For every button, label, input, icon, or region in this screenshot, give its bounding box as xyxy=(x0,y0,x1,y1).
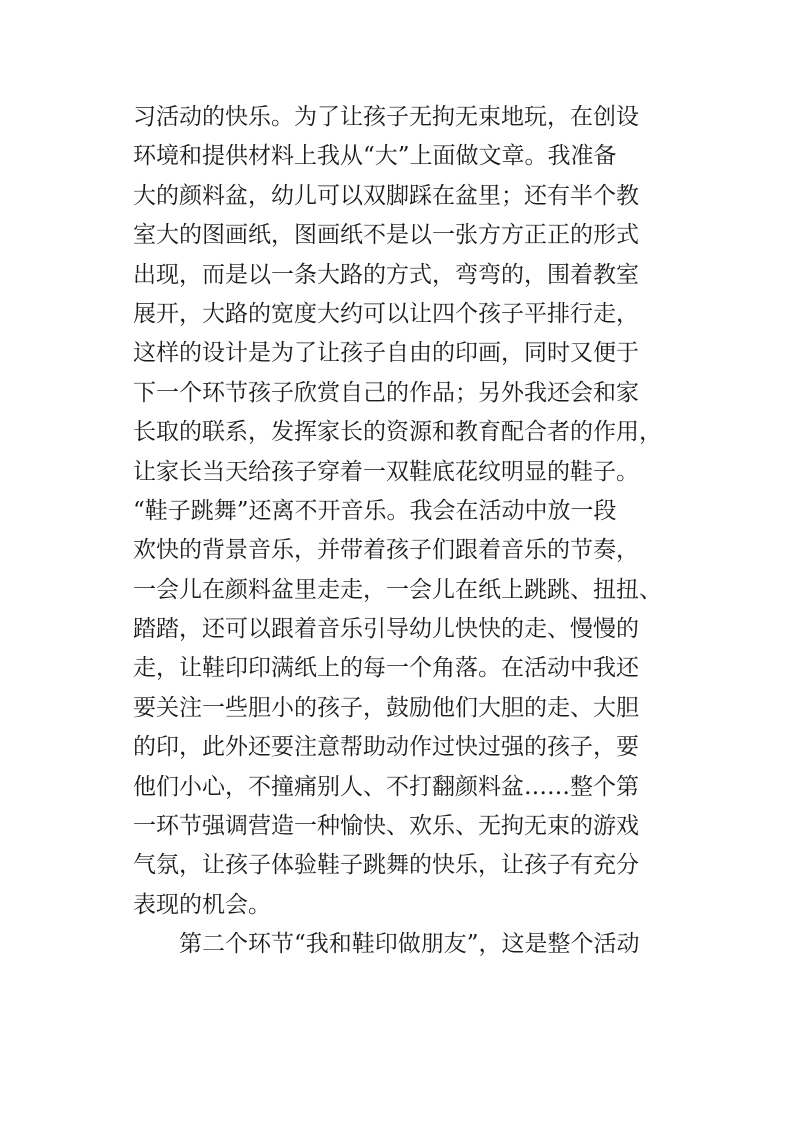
text-line: 欢快的背景音乐，并带着孩子们跟着音乐的节奏， xyxy=(133,537,639,564)
text-line: 下一个环节孩子欣赏自己的作品；另外我还会和家 xyxy=(133,379,639,406)
text-line: 展开，大路的宽度大约可以让四个孩子平排行走， xyxy=(133,300,639,327)
text-line: 一环节强调营造一种愉快、欢乐、无拘无束的游戏 xyxy=(133,813,639,840)
body-text xyxy=(133,98,693,965)
text-line: 气氛，让孩子体验鞋子跳舞的快乐，让孩子有充分 xyxy=(133,852,639,879)
text-line: 室大的图画纸，图画纸不是以一张方方正正的形式 xyxy=(133,222,639,249)
text-line: 出现，而是以一条大路的方式，弯弯的，围着教室 xyxy=(133,261,639,288)
paragraph-start-line: 第二个环节“我和鞋印做朋友”，这是整个活动 xyxy=(179,931,640,958)
text-line: 长取的联系，发挥家长的资源和教育配合者的作用， xyxy=(133,419,662,446)
text-line: “鞋子跳舞”还离不开音乐。我会在活动中放一段 xyxy=(133,497,617,524)
text-line: 走，让鞋印印满纸上的每一个角落。在活动中我还 xyxy=(133,655,639,682)
text-line: 要关注一些胆小的孩子，鼓励他们大胆的走、大胆 xyxy=(133,694,639,721)
text-line: 大的颜料盆，幼儿可以双脚踩在盆里；还有半个教 xyxy=(133,182,639,209)
text-line: 的印，此外还要注意帮助动作过快过强的孩子，要 xyxy=(133,734,639,761)
text-line: 踏踏，还可以跟着音乐引导幼儿快快的走、慢慢的 xyxy=(133,616,639,643)
text-line: 表现的机会。 xyxy=(133,891,271,918)
text-line: 这样的设计是为了让孩子自由的印画，同时又便于 xyxy=(133,340,639,367)
text-line: 环境和提供材料上我从“大”上面做文章。我准备 xyxy=(133,143,617,170)
text-line: 习活动的快乐。为了让孩子无拘无束地玩，在创设 xyxy=(133,104,639,130)
text-line: 让家长当天给孩子穿着一双鞋底花纹明显的鞋子。 xyxy=(133,458,639,485)
text-line: 他们小心，不撞痛别人、不打翻颜料盆……整个第 xyxy=(133,773,639,800)
text-line: 一会儿在颜料盆里走走，一会儿在纸上跳跳、扭扭、 xyxy=(133,576,662,603)
